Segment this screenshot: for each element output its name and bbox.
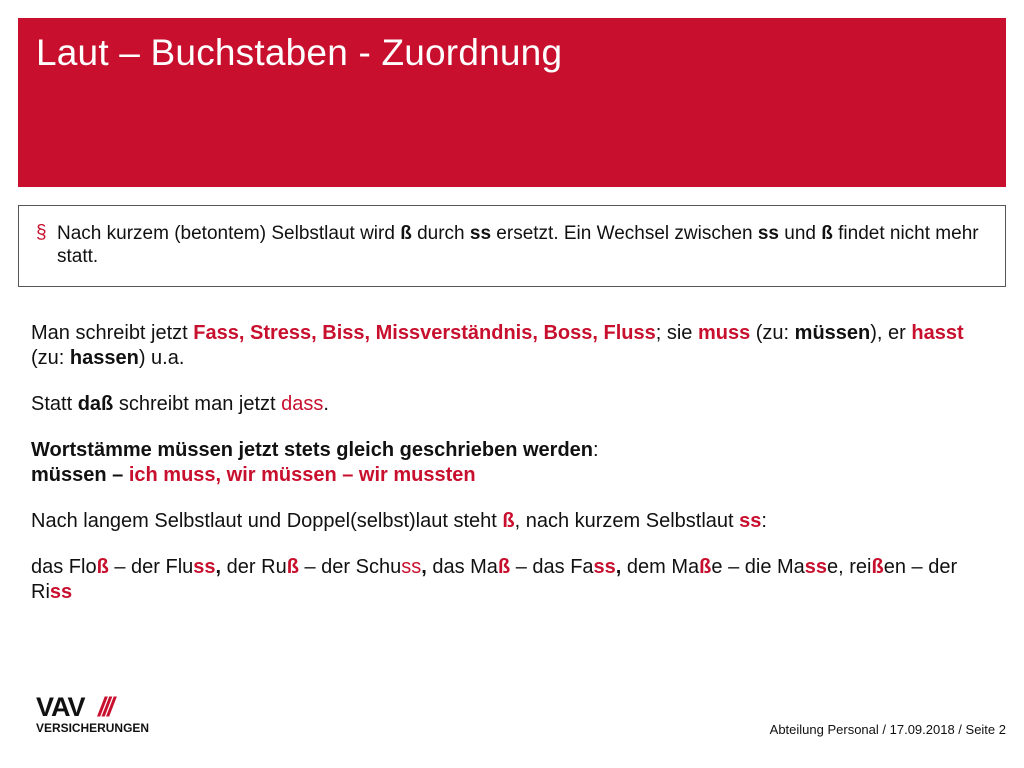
highlight-span: ss <box>804 556 828 578</box>
rule-text-span: und <box>778 223 822 244</box>
highlight-span: ß <box>497 556 511 578</box>
footer-text: Abteilung Personal / 17.09.2018 / Seite 2 <box>769 722 1006 737</box>
rule-text-span: findet nicht mehr statt. <box>57 223 979 267</box>
rule-text-span: ss <box>757 223 779 244</box>
content-paragraph <box>31 321 981 371</box>
text-span: , <box>215 556 222 578</box>
text-span: e, rei <box>827 556 872 578</box>
section-bullet: § <box>36 222 47 243</box>
text-span: ) u.a. <box>138 347 185 369</box>
highlight-span: muss <box>697 322 751 344</box>
highlight-span: ss <box>593 556 616 578</box>
text-span: das Flo <box>31 556 97 578</box>
title-bar <box>18 18 1006 187</box>
text-span: Statt <box>31 393 78 415</box>
vav-logo <box>36 690 156 734</box>
rule-text-span: durch <box>411 223 470 244</box>
text-span: ), er <box>870 322 912 344</box>
text-span: (zu: <box>750 322 795 344</box>
logo-versicherungen-text: VERSICHERUNGEN <box>36 721 149 734</box>
text-span: , nach kurzem Selbstlaut <box>514 510 740 532</box>
text-span: en – der Ri <box>31 556 958 603</box>
text-span: müssen <box>794 322 871 344</box>
rule-text-span: ersetzt. Ein Wechsel zwischen <box>491 223 758 244</box>
highlight-span: ss <box>193 556 216 578</box>
highlight-span: hasst <box>911 322 964 344</box>
text-span: (zu: <box>31 347 70 369</box>
text-span: e – die Ma <box>711 556 805 578</box>
rule-text <box>57 222 997 268</box>
rule-text-span: ß <box>400 223 412 244</box>
main-content <box>31 321 981 626</box>
highlight-span: ß <box>96 556 109 578</box>
content-paragraph <box>31 392 981 417</box>
highlight-span: ß <box>502 510 515 532</box>
text-span: : <box>761 510 767 532</box>
highlight-span: ß <box>871 556 884 578</box>
highlight-span: ß <box>286 556 299 578</box>
highlight-span: ß <box>699 556 712 578</box>
highlight-span: ich muss, wir müssen – wir mussten <box>128 464 476 486</box>
text-span: Wortstämme müssen jetzt stets gleich geschrieben werden <box>31 439 594 461</box>
text-span: – das Fa <box>510 556 594 578</box>
text-span: : <box>593 439 599 461</box>
rule-text-span: ss <box>469 223 492 244</box>
highlight-span: ss <box>401 556 422 578</box>
text-span: dem Ma <box>621 556 700 578</box>
text-span: daß <box>77 393 114 415</box>
text-span: – der Schu <box>298 556 402 578</box>
slide-title: Laut – Buchstaben - Zuordnung <box>36 32 563 73</box>
text-span: schreibt man jetzt <box>113 393 282 415</box>
text-span: müssen – <box>31 464 129 486</box>
text-span: Man schreibt jetzt <box>31 322 194 344</box>
text-span: – der Flu <box>108 556 194 578</box>
logo-vav-text: VAV <box>36 692 85 722</box>
rule-box <box>18 205 1006 287</box>
text-span: , <box>615 556 622 578</box>
highlight-span: Fass, Stress, Biss, Missverständnis, Boss, Fluss <box>193 322 656 344</box>
highlight-span: dass <box>281 393 324 415</box>
content-paragraph <box>31 555 981 605</box>
text-span: , <box>421 556 427 578</box>
rule-text-span: ß <box>821 223 833 244</box>
text-span: hassen <box>69 347 139 369</box>
text-span: der Ru <box>221 556 287 578</box>
text-span: das Ma <box>426 556 498 578</box>
text-span: ; sie <box>655 322 698 344</box>
highlight-span: ss <box>739 510 762 532</box>
rule-text-span: Nach kurzem (betontem) Selbstlaut wird <box>57 223 401 244</box>
text-span: Nach langem Selbstlaut und Doppel(selbst)laut steht <box>31 510 503 532</box>
text-span: . <box>323 393 329 415</box>
logo-slashes: /// <box>98 692 112 722</box>
highlight-span: ss <box>49 581 73 603</box>
content-paragraph <box>31 438 981 488</box>
content-paragraph <box>31 509 981 534</box>
